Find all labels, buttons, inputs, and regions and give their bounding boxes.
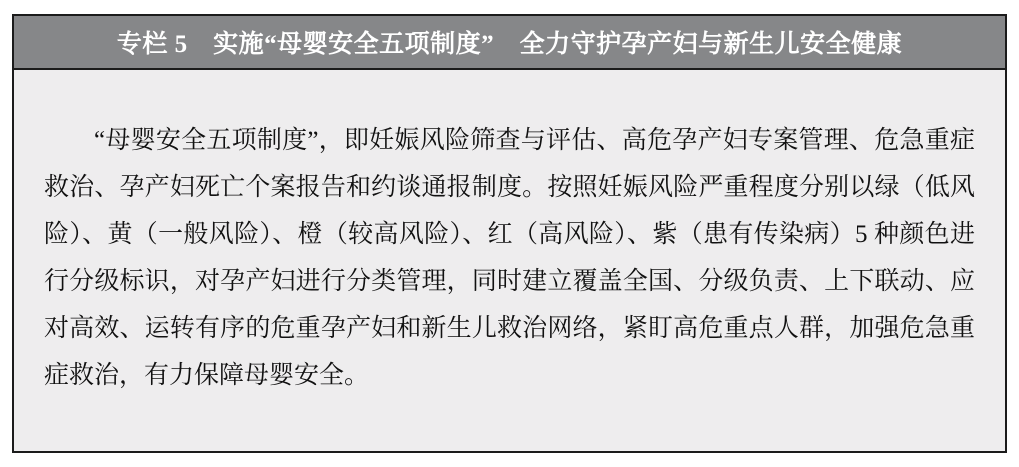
callout-title: 专栏 5 实施“母婴安全五项制度” 全力守护孕产妇与新生儿安全健康 — [116, 31, 903, 58]
callout-box — [12, 14, 1007, 453]
callout-body — [14, 70, 1005, 451]
callout-body-text: “母婴安全五项制度”，即妊娠风险筛查与评估、高危孕产妇专案管理、危急重症救治、孕产妇死亡个案报告和约谈通报制度。按照妊娠风险严重程度分别以绿（低风险）、黄（一般风险）、橙（较高风险）、红（高风险）、紫（患有传染病）5 种颜色进行分级标识，对孕产妇进行分类管理，同时建立覆盖全国、分级负责、上下联动、应对高效、运转有序的危重孕产妇和新生儿救治网络，紧盯高危重点人群，加强危急重症救治，有力保障母婴安全。 — [44, 127, 975, 389]
callout-header — [14, 16, 1005, 70]
